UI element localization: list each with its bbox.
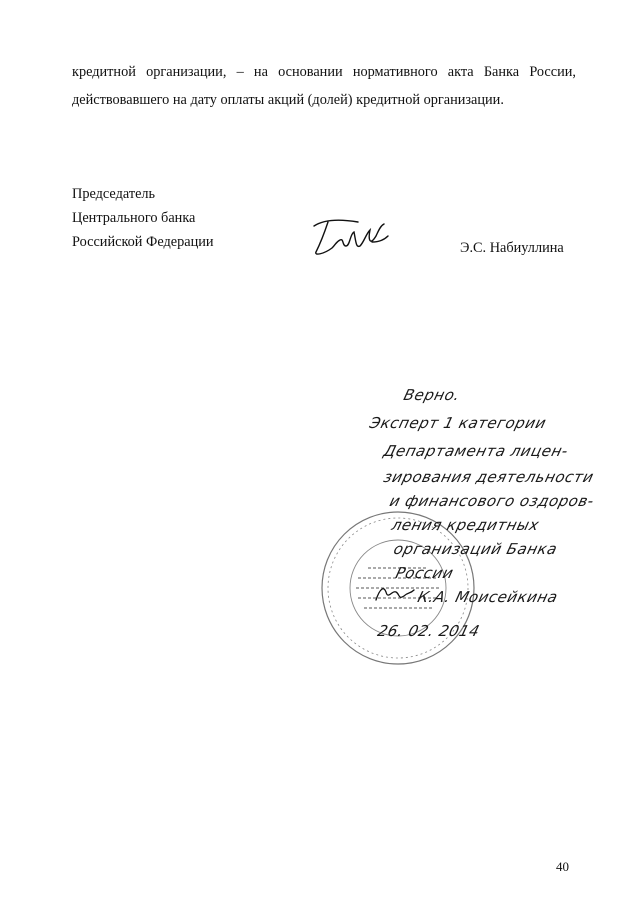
handwritten-signature <box>306 212 392 258</box>
cert-line-7: организаций Банка <box>391 540 560 558</box>
signatory-title-line-3: Российской Федерации <box>72 234 214 250</box>
paragraph-line-1: кредитной организации, – на основании нормативного акта Банка России, <box>72 64 576 80</box>
cert-line-8: России <box>393 564 456 582</box>
cert-line-5: и финансового оздоров- <box>387 492 597 510</box>
cert-line-3: Департамента лицен- <box>381 442 571 460</box>
signatory-title-line-1: Председатель <box>72 186 156 202</box>
cert-line-4: зирования деятельности <box>381 468 596 486</box>
signatory-name: Э.С. Набиуллина <box>460 240 564 256</box>
cert-line-1: Верно. <box>401 386 463 404</box>
signatory-title-line-2: Центрального банка <box>72 210 196 226</box>
cert-date: 26. 02. 2014 <box>375 622 482 640</box>
cert-line-6: ления кредитных <box>389 516 542 534</box>
certifier-signature <box>372 582 416 606</box>
cert-line-9: К.А. Моисейкина <box>415 588 560 606</box>
cert-line-2: Эксперт 1 категории <box>367 414 549 432</box>
body-paragraph <box>72 58 576 114</box>
page-number: 40 <box>556 859 569 874</box>
paragraph-line-2: действовавшего на дату оплаты акций (долей) кредитной организации. <box>72 92 504 108</box>
